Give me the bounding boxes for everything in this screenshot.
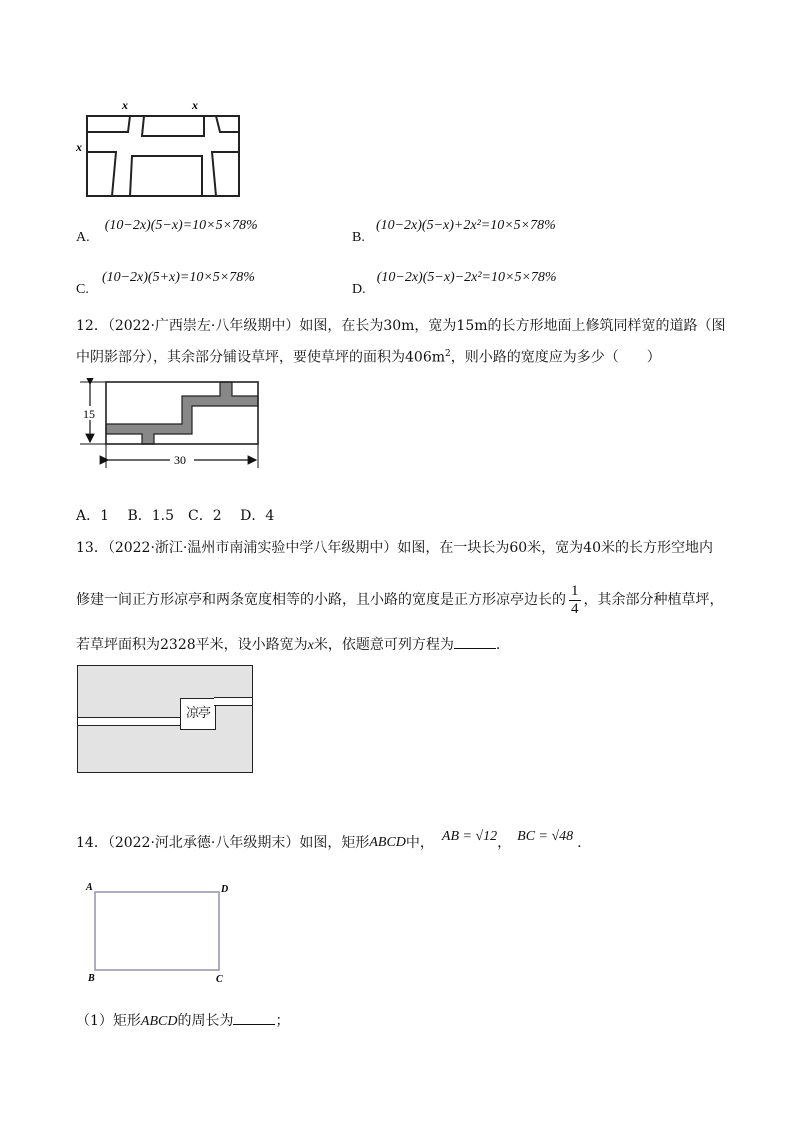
q14-stem-part: 中， <box>405 835 434 851</box>
q13-stem-line1: 13．（2022·浙江·温州市南浦实验中学八年级期中）如图，在一块长为60米，宽为40米的长方形空地内 <box>76 540 713 556</box>
pavilion-label: 凉亭 <box>185 706 210 721</box>
q13-fraction <box>569 583 581 618</box>
x-label-top-right: x <box>192 98 198 112</box>
sub-part: （1）矩形 <box>76 1013 141 1029</box>
answer-blank[interactable] <box>233 1010 275 1025</box>
option-label: C. <box>76 282 89 297</box>
q13-stem-part: 修建一间正方形凉亭和两条宽度相等的小路，且小路的宽度是正方形凉亭边长的 <box>76 592 566 608</box>
corner-a: A <box>86 882 93 893</box>
rect-name: ABCD <box>369 835 406 850</box>
q13-end: . <box>495 637 501 653</box>
corner-b: B <box>88 973 95 984</box>
q12-stem-line2 <box>76 344 661 368</box>
corner-d: D <box>221 884 229 895</box>
separator: ， <box>497 835 512 851</box>
q13-stem-part: 若草坪面积为2328平米，设小路宽为 <box>76 637 308 653</box>
q13-figure <box>77 665 253 773</box>
q12-exponent: 2 <box>445 349 451 359</box>
q11-option-a[interactable] <box>76 214 258 245</box>
variable-x: x <box>307 638 314 653</box>
fraction-numerator: 1 <box>571 582 579 599</box>
option-label: D. <box>352 282 366 297</box>
q12-stem-line1: 12．（2022·广西崇左·八年级期中）如图，在长为30m，宽为15m的长方形地面上修筑同样宽的道路（图 <box>76 318 726 334</box>
ab-expression: AB = √12 <box>441 829 498 844</box>
width-label: 30 <box>174 453 186 467</box>
q12-figure <box>76 378 276 478</box>
path-right <box>214 697 252 706</box>
sub-end: ； <box>275 1013 290 1029</box>
x-label-left: x <box>76 140 82 154</box>
q12-stem-part: 中阴影部分），其余部分铺设草坪，要使草坪的面积为406m <box>76 349 445 366</box>
bc-expression: BC = √48 <box>517 829 574 844</box>
option-label: A. <box>76 230 90 245</box>
q14-subquestion-1 <box>76 1010 289 1032</box>
option-expression: (10−2x)(5+x)=10×5×78% <box>101 270 255 285</box>
fraction-denominator: 4 <box>571 600 579 617</box>
q14-stem-part: 14．（2022·河北承德·八年级期末）如图，矩形 <box>76 835 370 851</box>
q13-stem-part: ，其余部分种植草坪， <box>583 592 724 608</box>
q13-stem-line3 <box>76 634 500 656</box>
q14-end: . <box>577 835 582 851</box>
path-left <box>78 717 182 726</box>
q13-stem-line2 <box>76 578 724 622</box>
height-label: 15 <box>83 407 95 421</box>
corner-c: C <box>216 974 223 985</box>
x-label-top-left: x <box>122 98 128 112</box>
q11-option-c[interactable] <box>76 266 255 297</box>
option-expression: (10−2x)(5−x)−2x²=10×5×78% <box>376 270 557 285</box>
pavilion <box>180 698 216 730</box>
q14-stem <box>76 826 582 860</box>
q11-option-d[interactable] <box>352 266 557 297</box>
q12-stem-part: ，则小路的宽度应为多少（ ） <box>450 349 661 366</box>
sub-part: 的周长为 <box>177 1013 234 1029</box>
q11-figure <box>76 96 246 200</box>
option-expression: (10−2x)(5−x)=10×5×78% <box>104 218 258 233</box>
option-label: B. <box>352 230 365 245</box>
q12-options: A．1 B．1.5 C．2 D．4 <box>76 508 275 524</box>
q13-stem-part: 米，依题意可列方程为 <box>313 637 454 653</box>
q14-rectangle-figure <box>84 880 234 986</box>
q11-option-b[interactable] <box>352 214 556 245</box>
rect-name: ABCD <box>140 1014 178 1029</box>
option-expression: (10−2x)(5−x)+2x²=10×5×78% <box>375 218 556 233</box>
answer-blank[interactable] <box>454 634 496 649</box>
